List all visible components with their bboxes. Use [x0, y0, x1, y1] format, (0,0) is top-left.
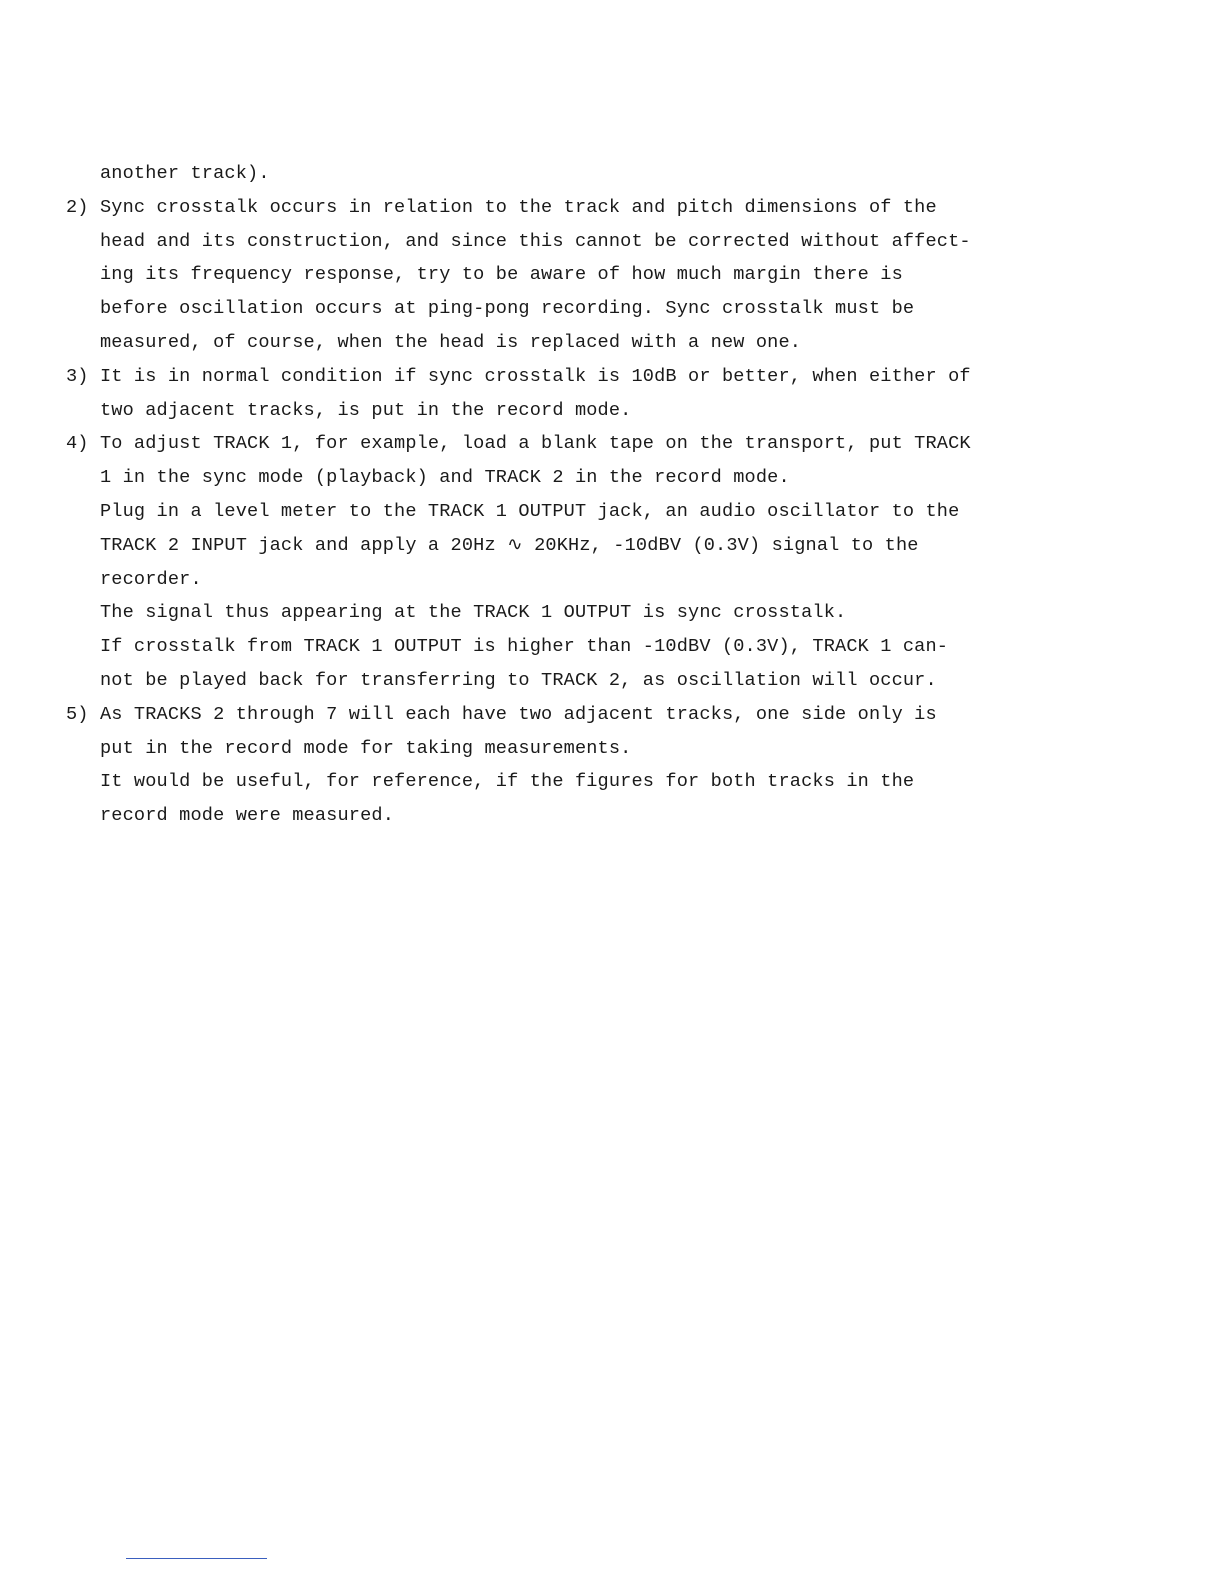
text-line: [66, 698, 1006, 732]
text-line: [66, 529, 1006, 563]
item-number: [66, 495, 100, 529]
text-line: [66, 326, 1006, 360]
item-number: [66, 799, 100, 833]
line-text: Plug in a level meter to the TRACK 1 OUTPUT jack, an audio oscillator to the: [100, 500, 960, 522]
item-number: [66, 529, 100, 563]
text-line: [66, 799, 1006, 833]
line-text: To adjust TRACK 1, for example, load a blank tape on the transport, put TRACK: [100, 433, 971, 455]
item-number: [66, 732, 100, 766]
line-text: not be played back for transferring to TRACK 2, as oscillation will occur.: [100, 669, 937, 691]
text-line: [66, 292, 1006, 326]
line-text: record mode were measured.: [100, 805, 395, 827]
item-number: [66, 461, 100, 495]
text-line: [66, 563, 1006, 597]
line-text: TRACK 2 INPUT jack and apply a 20Hz ∿ 20KHz, -10dBV (0.3V) signal to the: [100, 534, 919, 556]
text-line: [66, 225, 1006, 259]
item-number: 3): [66, 365, 89, 387]
item-number: [66, 630, 100, 664]
item-number: 2): [66, 196, 89, 218]
line-text: another track).: [100, 163, 270, 184]
item-number: [66, 664, 100, 698]
text-line: [66, 596, 1006, 630]
item-number: [66, 157, 100, 191]
line-text: As TRACKS 2 through 7 will each have two adjacent tracks, one side only is: [100, 703, 937, 725]
item-number: [66, 394, 100, 428]
line-text: It would be useful, for reference, if the figures for both tracks in the: [100, 771, 915, 793]
body-text: [66, 157, 1006, 833]
line-text: If crosstalk from TRACK 1 OUTPUT is higher than -10dBV (0.3V), TRACK 1 can-: [100, 636, 949, 658]
item-number: [66, 596, 100, 630]
text-line: [66, 732, 1006, 766]
text-line: [66, 427, 1006, 461]
item-number: [66, 225, 100, 259]
line-text: ing its frequency response, try to be aware of how much margin there is: [100, 264, 903, 286]
text-line: [66, 157, 1006, 191]
item-number: [66, 563, 100, 597]
item-number: [66, 765, 100, 799]
text-line: [66, 461, 1006, 495]
text-line: [66, 394, 1006, 428]
text-line: [66, 630, 1006, 664]
line-text: recorder.: [100, 568, 202, 590]
line-text: two adjacent tracks, is put in the record mode.: [100, 399, 632, 421]
line-text: head and its construction, and since this cannot be corrected without affect-: [100, 230, 971, 252]
line-text: The signal thus appearing at the TRACK 1 OUTPUT is sync crosstalk.: [100, 602, 847, 624]
text-line: [66, 495, 1006, 529]
item-number: [66, 326, 100, 360]
item-number: [66, 258, 100, 292]
line-text: put in the record mode for taking measurements.: [100, 737, 632, 759]
text-line: [66, 765, 1006, 799]
item-number: 4): [66, 433, 89, 455]
item-number: 5): [66, 703, 89, 725]
line-text: Sync crosstalk occurs in relation to the track and pitch dimensions of the: [100, 196, 937, 218]
text-line: [66, 258, 1006, 292]
line-text: before oscillation occurs at ping-pong recording. Sync crosstalk must be: [100, 298, 915, 320]
text-line: [66, 664, 1006, 698]
item-number: [66, 292, 100, 326]
line-text: 1 in the sync mode (playback) and TRACK 2 in the record mode.: [100, 467, 790, 489]
text-line: [66, 360, 1006, 394]
line-text: measured, of course, when the head is replaced with a new one.: [100, 331, 802, 353]
line-text: It is in normal condition if sync crosstalk is 10dB or better, when either of: [100, 365, 971, 387]
text-line: [66, 191, 1006, 225]
footnote-rule: [126, 1558, 267, 1559]
